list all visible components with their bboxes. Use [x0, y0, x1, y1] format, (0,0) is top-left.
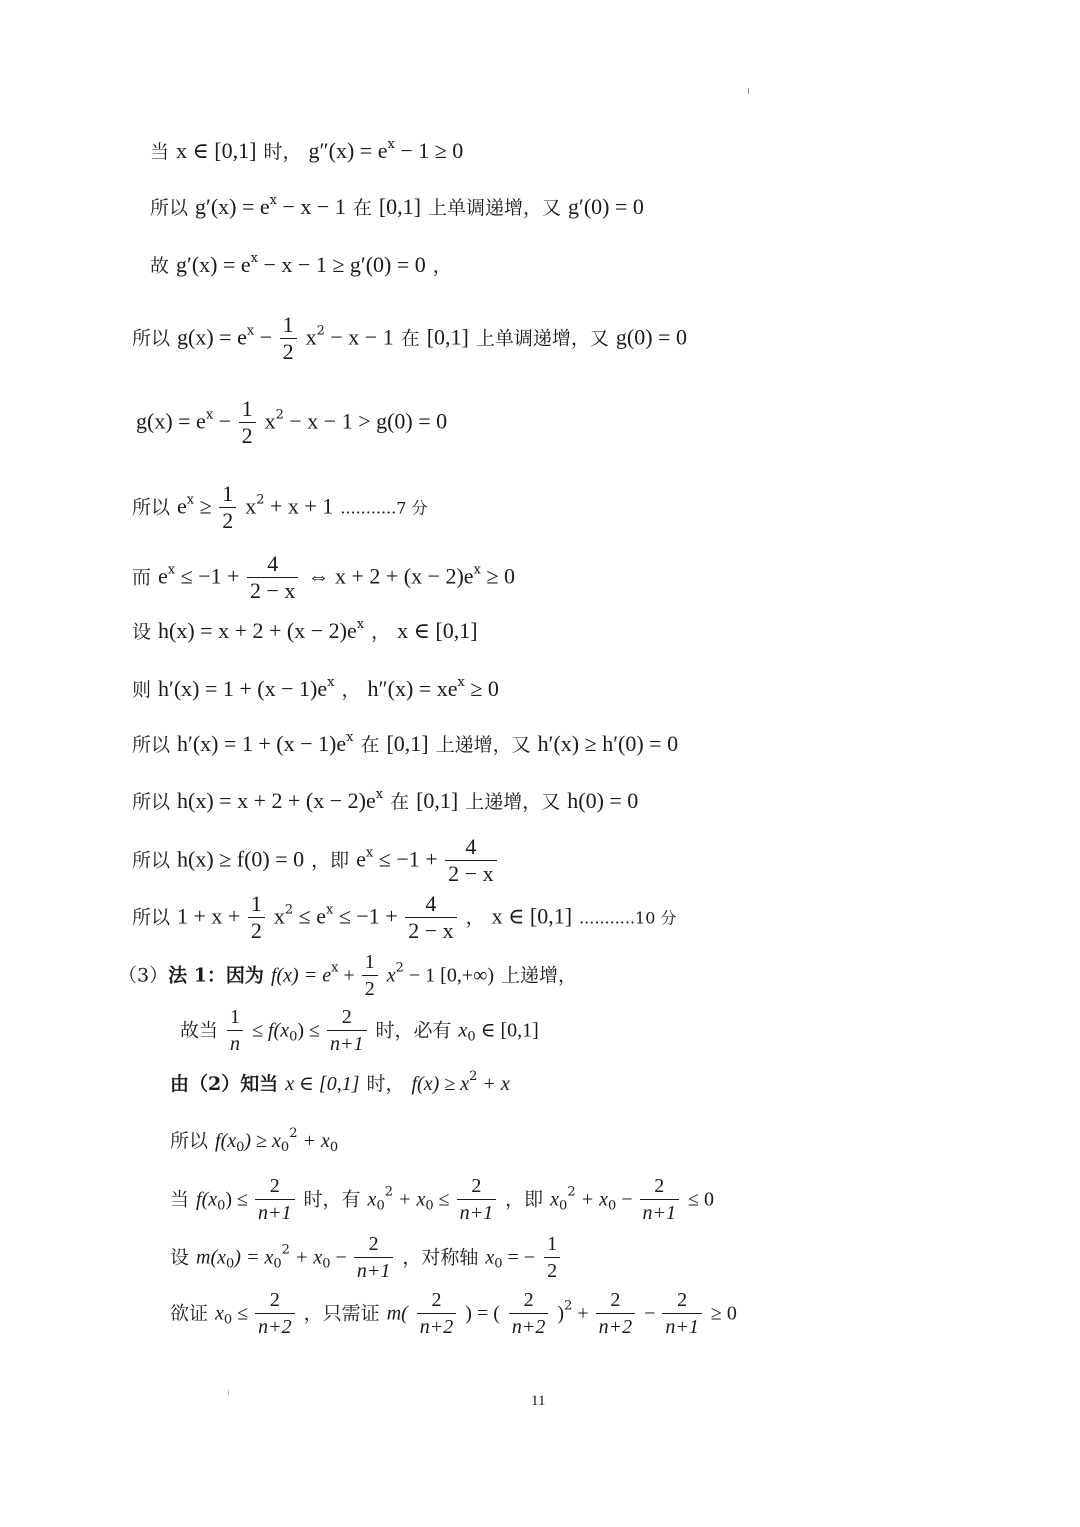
math: ) = (: [465, 1302, 500, 1325]
fraction: [354, 1231, 394, 1284]
denominator: n+2: [258, 1316, 292, 1338]
denominator: 2: [241, 423, 253, 448]
text: ，只需证: [303, 1302, 380, 1325]
math: h′(x) = 1 + (x − 1)e: [158, 676, 328, 701]
denominator: n+1: [356, 1260, 391, 1282]
subscript: 0: [376, 1198, 385, 1214]
fraction: [255, 1287, 295, 1340]
math: ≤ e: [293, 903, 326, 929]
math: m(x: [196, 1246, 226, 1269]
math: ≤ −1 +: [333, 903, 404, 929]
math: e: [158, 563, 168, 589]
denominator: n+1: [258, 1202, 292, 1224]
math: g(x) = e: [136, 408, 206, 434]
page-number: 11: [531, 1393, 546, 1409]
math: x: [458, 1019, 468, 1042]
math: + x: [289, 1246, 323, 1269]
math: x ∈ [0,1]: [176, 138, 257, 163]
math: x ∈ [0,1]: [397, 618, 478, 643]
text: ，对称轴: [402, 1246, 479, 1269]
math: h′(x) = 1 + (x − 1)e: [177, 731, 347, 756]
denominator: 2: [547, 1260, 558, 1282]
math: h(x) = x + 2 + (x − 2)e: [158, 618, 357, 643]
text: 时，有: [303, 1188, 361, 1211]
superscript: x: [250, 251, 258, 266]
math: x ∈ [0,1]: [285, 1073, 360, 1095]
text: 时，: [263, 141, 302, 163]
math: + x: [297, 1130, 330, 1152]
math: ≥ 0: [464, 676, 499, 701]
text: 在: [400, 327, 420, 350]
math: f(x: [196, 1188, 218, 1211]
denominator: 2 − x: [250, 578, 296, 603]
math: ⇔ x + 2 + (x − 2)e: [307, 563, 474, 589]
line-14: [118, 949, 577, 1002]
numerator: 1: [239, 396, 256, 423]
math: x: [245, 493, 257, 519]
math: x: [550, 1188, 560, 1211]
line-15: [180, 1004, 539, 1057]
text: 设: [170, 1246, 190, 1269]
subscript: 0: [607, 1198, 617, 1214]
text: ，: [465, 906, 485, 929]
math: x: [215, 1302, 224, 1325]
fraction: [219, 481, 236, 534]
line-5: [136, 396, 447, 449]
line-1: [150, 138, 463, 165]
fraction: [405, 891, 456, 944]
score-mark: ...........10 分: [579, 908, 677, 928]
text: 欲证: [170, 1302, 209, 1325]
subscript: 0: [329, 1140, 339, 1155]
math: ≤: [433, 1188, 455, 1211]
numerator: 4: [445, 834, 496, 861]
text: 所以: [132, 734, 171, 756]
math: −: [330, 1246, 352, 1269]
math: + x + 1: [264, 493, 334, 519]
numerator: 1: [280, 312, 297, 339]
math: − 1 ≥ 0: [394, 138, 464, 163]
superscript: 2: [275, 407, 284, 423]
fraction: [544, 1231, 560, 1284]
denominator: n+2: [511, 1316, 546, 1338]
math: g′(0) = 0: [568, 194, 644, 219]
math: − 1 [0,+∞): [403, 964, 495, 987]
math: −: [213, 408, 237, 434]
text: 所以: [132, 496, 171, 519]
subscript: 0: [322, 1256, 331, 1272]
math: ∈ [0,1]: [475, 1019, 539, 1042]
fraction: [457, 1173, 497, 1226]
superscript: x: [346, 730, 354, 745]
text: 而: [132, 566, 152, 589]
numerator: 2: [662, 1287, 702, 1314]
math: + x: [575, 1188, 608, 1211]
fraction: [640, 1173, 680, 1226]
math: x: [386, 964, 396, 987]
text: 所以: [170, 1130, 209, 1152]
fraction: [255, 1173, 295, 1226]
text: ，: [432, 255, 452, 277]
scan-mark: [228, 1390, 229, 1395]
superscript: x: [167, 562, 176, 578]
subscript: 0: [280, 1140, 290, 1155]
line-2: [150, 194, 644, 221]
fraction: [445, 834, 496, 887]
math: h(x) = x + 2 + (x − 2)e: [177, 788, 376, 813]
math: [0,1]: [378, 194, 421, 219]
math: e: [356, 846, 366, 872]
denominator: n+1: [642, 1202, 677, 1224]
math: ) = x: [234, 1246, 274, 1269]
text: ，即: [505, 1188, 544, 1211]
math: ≤ 0: [688, 1188, 715, 1211]
fraction: [417, 1287, 457, 1340]
superscript: 2: [316, 323, 325, 339]
fraction: [248, 891, 265, 944]
math: e: [177, 493, 187, 519]
math: x: [273, 903, 285, 929]
subscript: 0: [226, 1256, 235, 1272]
subscript: 0: [467, 1029, 476, 1045]
numerator: 1: [227, 1004, 243, 1031]
denominator: 2 − x: [448, 861, 494, 886]
text: 上递增，又: [465, 791, 561, 813]
subscript: 0: [425, 1198, 434, 1214]
math: x: [367, 1188, 377, 1211]
math: = −: [502, 1246, 536, 1269]
superscript: x: [205, 407, 214, 423]
math: − x − 1 > g(0) = 0: [283, 408, 448, 434]
math: +: [572, 1302, 594, 1325]
text: 上单调递增，又: [428, 197, 562, 219]
math: g(x) = e: [177, 324, 247, 350]
math: f(x) ≥ x: [411, 1073, 470, 1095]
text: 当: [170, 1188, 190, 1211]
text: 所以: [132, 906, 171, 929]
denominator: n+2: [419, 1316, 454, 1338]
math: ≤ −1 +: [175, 563, 246, 589]
denominator: 2: [282, 339, 294, 364]
denominator: n: [230, 1033, 241, 1055]
math: − x − 1: [277, 194, 346, 219]
numerator: 1: [219, 481, 236, 508]
math: h(0) = 0: [567, 788, 639, 813]
subscript: 0: [223, 1312, 233, 1328]
math: ≥: [194, 493, 218, 519]
numerator: 2: [327, 1004, 367, 1031]
math: x: [305, 324, 317, 350]
superscript: x: [365, 845, 374, 861]
text: （3）: [118, 964, 169, 987]
numerator: 2: [417, 1287, 457, 1314]
text: 故: [150, 255, 170, 277]
math: ): [557, 1302, 565, 1325]
superscript: 2: [284, 902, 294, 918]
math: [0,1]: [426, 324, 469, 350]
line-16: [170, 1071, 510, 1097]
numerator: 2: [596, 1287, 636, 1314]
math: ≥ 0: [480, 563, 515, 589]
text: 时，: [366, 1073, 405, 1095]
numerator: 2: [640, 1173, 680, 1200]
subscript: 0: [494, 1256, 503, 1272]
math: m(: [386, 1302, 408, 1325]
text: 在: [352, 197, 372, 219]
denominator: n+1: [330, 1033, 364, 1055]
denominator: n+2: [598, 1316, 633, 1338]
superscript: x: [186, 492, 195, 508]
fraction: [509, 1287, 549, 1340]
superscript: x: [387, 137, 395, 152]
superscript: x: [375, 787, 384, 802]
math: x: [264, 408, 276, 434]
math: g″(x) = e: [308, 138, 388, 163]
subscript: 0: [273, 1256, 282, 1272]
line-20: [170, 1287, 737, 1340]
math: + x: [477, 1073, 510, 1095]
math: ≤: [232, 1302, 254, 1325]
line-18: [170, 1173, 714, 1226]
line-10: [132, 731, 678, 758]
math: ) ≤: [297, 1019, 326, 1042]
text: 当: [150, 141, 170, 163]
fraction: [327, 1004, 367, 1057]
line-9: [132, 676, 499, 703]
line-11: [132, 788, 638, 815]
line-17: [170, 1128, 338, 1154]
fraction: [247, 551, 298, 604]
line-7: [132, 551, 515, 604]
line-12: [132, 834, 499, 887]
subscript: 0: [236, 1140, 245, 1155]
text: ，即: [311, 849, 350, 872]
bold-text: 由（2）知当: [170, 1073, 279, 1095]
fraction: [227, 1004, 243, 1057]
math: g′(x) = e: [195, 194, 270, 219]
math: +: [338, 964, 360, 987]
line-8: [132, 618, 478, 645]
subscript: 0: [289, 1029, 298, 1045]
superscript: x: [325, 902, 334, 918]
text: 则: [132, 679, 152, 701]
line-6: [132, 481, 428, 534]
fraction: [662, 1287, 702, 1340]
math: ) ≤: [225, 1188, 254, 1211]
fraction: [280, 312, 297, 365]
superscript: 2: [567, 1184, 576, 1200]
denominator: 2: [222, 508, 234, 533]
math: − x − 1 ≥ g′(0) = 0: [258, 252, 426, 277]
text: 时，必有: [375, 1019, 452, 1042]
numerator: 2: [354, 1231, 394, 1258]
superscript: x: [356, 617, 365, 632]
text: 所以: [132, 849, 171, 872]
numerator: 2: [255, 1173, 295, 1200]
superscript: x: [327, 675, 335, 690]
numerator: 2: [509, 1287, 549, 1314]
math: + x: [393, 1188, 426, 1211]
subscript: 0: [559, 1198, 568, 1214]
score-mark: ...........7 分: [340, 498, 428, 518]
line-13: [132, 891, 676, 944]
line-4: [132, 312, 687, 365]
numerator: 2: [255, 1287, 295, 1314]
bold-text: 法 1：因为: [168, 964, 264, 987]
math: [0,1]: [416, 788, 459, 813]
denominator: 2: [364, 978, 375, 1000]
math: h″(x) = xe: [367, 676, 458, 701]
scan-mark: [748, 88, 749, 94]
superscript: 2: [395, 960, 404, 976]
subscript: 0: [217, 1198, 226, 1214]
text: 上单调递增，又: [475, 327, 609, 350]
text: 所以: [132, 327, 171, 350]
math: 1 + x +: [177, 903, 246, 929]
math: −: [254, 324, 278, 350]
numerator: 4: [405, 891, 456, 918]
math: x ∈ [0,1]: [491, 903, 573, 929]
math: ≤ f(x: [252, 1019, 290, 1042]
math: h′(x) ≥ h′(0) = 0: [537, 731, 679, 756]
numerator: 1: [362, 949, 378, 976]
denominator: n+1: [459, 1202, 494, 1224]
text: 在: [390, 791, 410, 813]
text: ，: [371, 621, 391, 643]
math: −: [644, 1302, 661, 1325]
superscript: 2: [256, 492, 265, 508]
line-3: [150, 252, 452, 279]
superscript: 2: [469, 1069, 478, 1084]
math: f(x: [215, 1130, 237, 1152]
math: ≥ 0: [710, 1302, 737, 1325]
numerator: 1: [248, 891, 265, 918]
superscript: 2: [289, 1126, 298, 1141]
fraction: [239, 396, 256, 449]
math: h(x) ≥ f(0) = 0: [177, 846, 305, 872]
math: g′(x) = e: [176, 252, 251, 277]
denominator: 2: [250, 918, 262, 943]
denominator: 2 − x: [408, 918, 454, 943]
text: 设: [132, 621, 152, 643]
text: 故当: [180, 1019, 219, 1042]
text: 上递增，又: [435, 734, 531, 756]
superscript: x: [269, 193, 277, 208]
math: ≤ −1 +: [373, 846, 444, 872]
superscript: 2: [384, 1184, 393, 1200]
superscript: 2: [281, 1242, 290, 1258]
denominator: n+1: [665, 1316, 699, 1338]
fraction: [362, 949, 378, 1002]
math: x: [485, 1246, 495, 1269]
text: 上递增，: [501, 964, 578, 987]
text: ，: [341, 679, 361, 701]
superscript: x: [457, 675, 465, 690]
numerator: 1: [544, 1231, 560, 1258]
math: −: [616, 1188, 638, 1211]
superscript: x: [246, 323, 255, 339]
numerator: 2: [457, 1173, 497, 1200]
fraction: [596, 1287, 636, 1340]
math: [0,1]: [386, 731, 429, 756]
text: 在: [360, 734, 380, 756]
numerator: 4: [247, 551, 298, 578]
superscript: x: [331, 960, 339, 976]
line-19: [170, 1231, 562, 1284]
math: − x − 1: [324, 324, 394, 350]
math: f(x) = e: [270, 964, 332, 987]
math: g(0) = 0: [615, 324, 687, 350]
superscript: x: [473, 562, 481, 578]
superscript: 2: [564, 1298, 573, 1314]
text: 所以: [150, 197, 189, 219]
text: 所以: [132, 791, 171, 813]
math: ) ≥ x: [244, 1130, 281, 1152]
